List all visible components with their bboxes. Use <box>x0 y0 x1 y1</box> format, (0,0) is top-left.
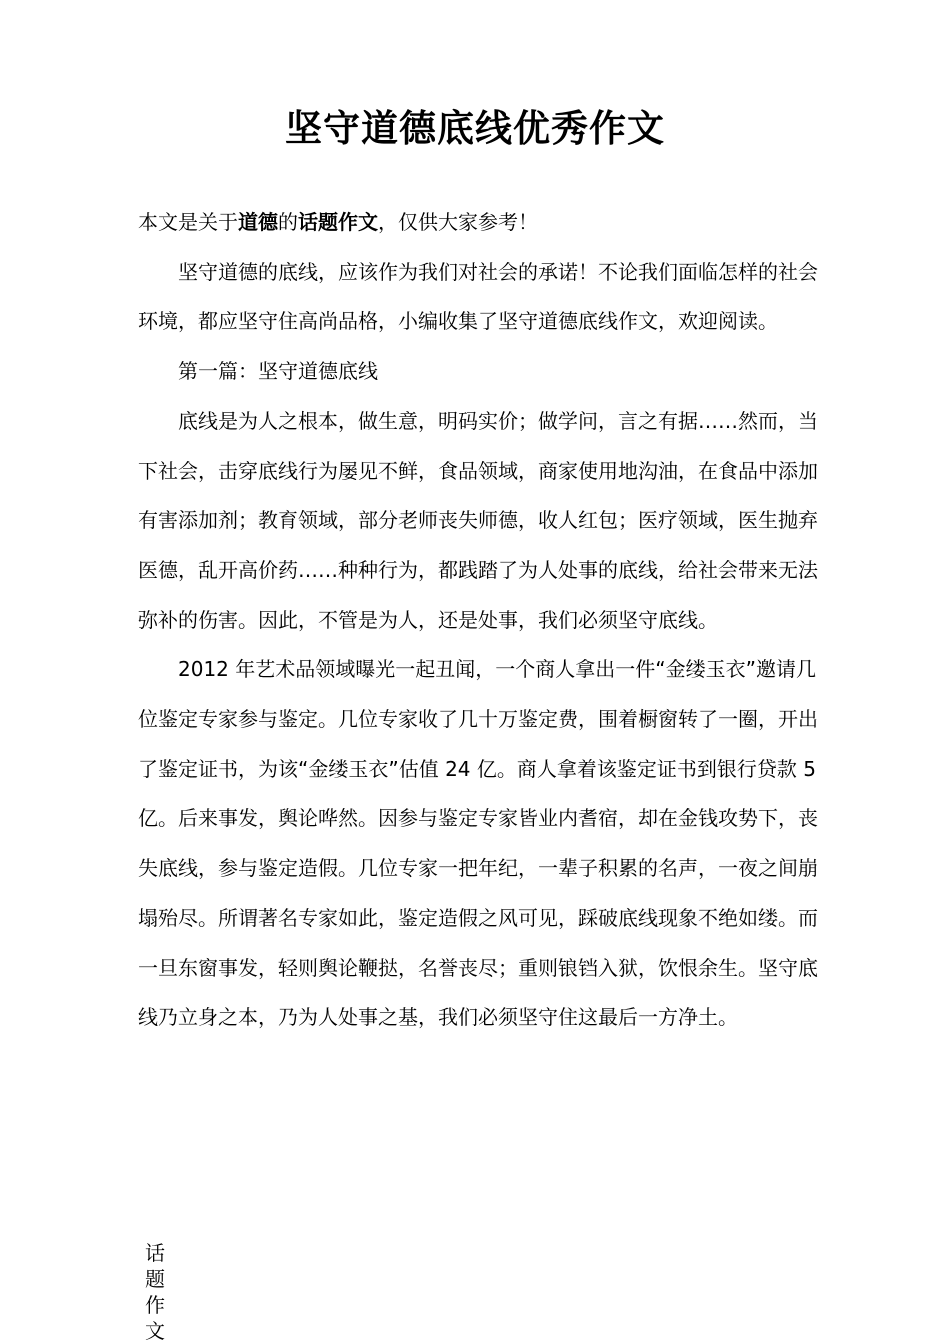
intro-topic-link[interactable]: 话题作文 <box>298 210 378 234</box>
paragraph: 2012 年艺术品领域曝光一起丑闻，一个商人拿出一件“金缕玉衣”邀请几位鉴定专家参与鉴定。几位专家收了几十万鉴定费，围着橱窗转了一圈，开出了鉴定证书，为该“金缕玉衣”估值 24 亿。商人拿着该鉴定证书到银行贷款 5 亿。后来事发，舆论哗然。因参与鉴定专家皆业内耆宿，却在金钱攻势下，丧失底线，参与鉴定造假。几位专家一把年纪，一辈子积累的名声，一夜之间崩塌殆尽。所谓著名专家如此，鉴定造假之风可见，踩破底线现象不绝如缕。而一旦东窗事发，轻则舆论鞭挞，名誉丧尽；重则锒铛入狱，饮恨余生。坚守底线乃立身之本，乃为人处事之基，我们必须坚守住这最后一方净土。 <box>138 657 818 1030</box>
vertical-tag-char: 文 <box>145 1319 165 1343</box>
intro-middle: 的 <box>278 210 298 234</box>
vertical-tag-char: 作 <box>145 1293 165 1317</box>
vertical-tag-char: 题 <box>145 1267 165 1291</box>
intro-keyword-link[interactable]: 道德 <box>238 210 278 234</box>
vertical-category-tag <box>140 1240 170 1344</box>
page-title: 坚守道德底线优秀作文 <box>285 107 665 150</box>
intro-suffix: ，仅供大家参考！ <box>378 210 538 234</box>
paragraph: 坚守道德的底线，应该作为我们对社会的承诺！不论我们面临怎样的社会环境，都应坚守住高尚品格，小编收集了坚守道德底线作文，欢迎阅读。 <box>138 259 818 334</box>
section-heading: 第一篇：坚守道德底线 <box>178 359 378 384</box>
article-body <box>138 198 828 1043</box>
paragraph: 底线是为人之根本，做生意，明码实价；做学问，言之有据……然而，当下社会，击穿底线行为屡见不鲜，食品领域，商家使用地沟油，在食品中添加有害添加剂；教育领域，部分老师丧失师德，收人红包；医疗领域，医生抛弃医德，乱开高价药……种种行为，都践踏了为人处事的底线，给社会带来无法弥补的伤害。因此，不管是为人，还是处事，我们必须坚守底线。 <box>138 408 818 632</box>
intro-line <box>138 198 828 248</box>
vertical-tag-char: 话 <box>145 1241 165 1265</box>
intro-prefix: 本文是关于 <box>138 210 238 234</box>
